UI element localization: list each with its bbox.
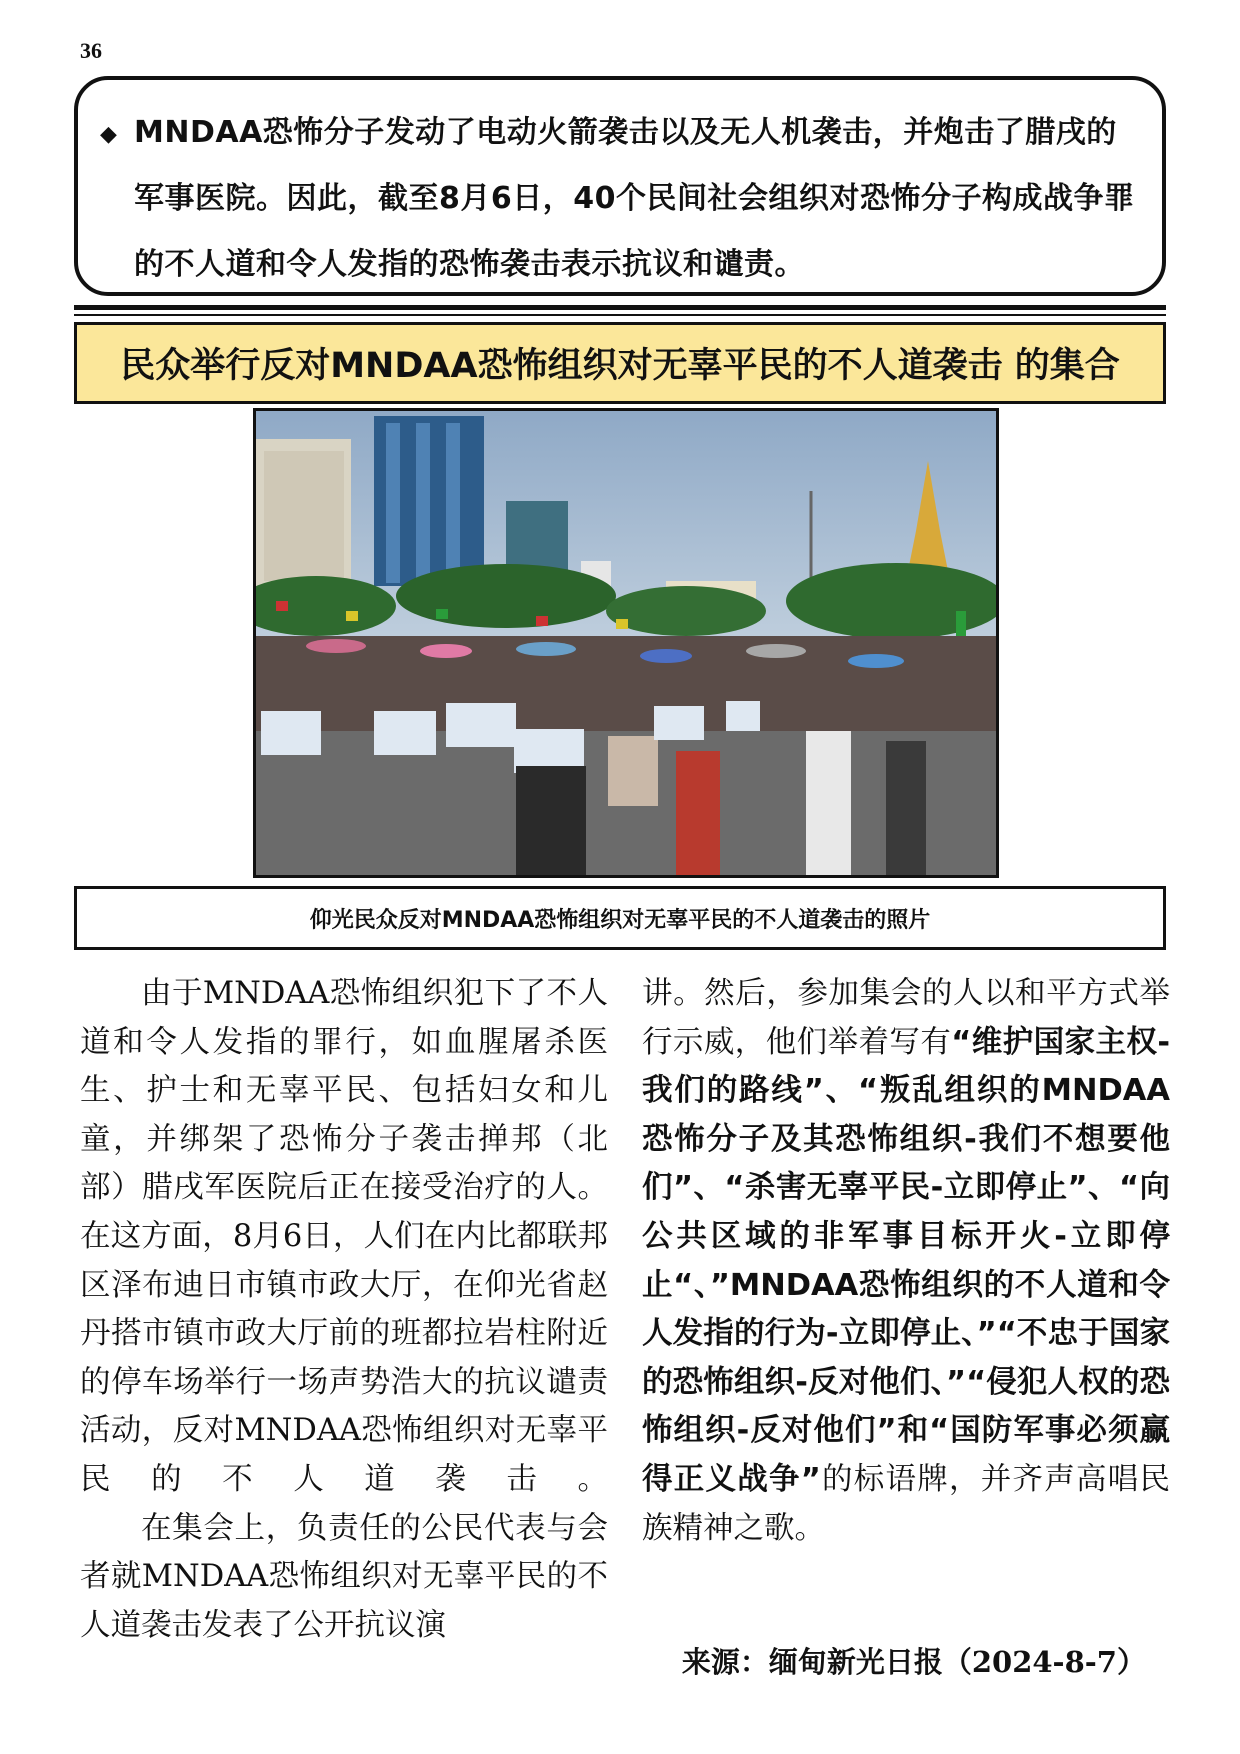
article-headline: 民众举行反对MNDAA恐怖组织对无辜平民的不人道袭击 的集合 — [74, 322, 1166, 404]
slogans-text: “维护国家主权-我们的路线”、“叛乱组织的MNDAA恐怖分子及其恐怖组织-我们不想要他们”、“杀害无辜平民-立即停止”、“向公共区域的非军事目标开火-立即停止“、”MNDAA恐怖组织的不人道和令人发指的行为-立即停止、”“不忠于国家的恐怖组织-反对他们、”“侵犯人权的恐怖组织-反对他们”和“国防军事必须赢得正义战争” — [642, 1024, 1170, 1497]
article-paragraph: 在集会上，负责任的公民代表与会者就MNDAA恐怖组织对无辜平民的不人道袭击发表了公开抗议演 — [80, 1510, 608, 1643]
summary-box — [74, 76, 1166, 296]
article-column-right — [642, 970, 1170, 1553]
summary-text: MNDAA恐怖分子发动了电动火箭袭击以及无人机袭击，并炮击了腊戌的军事医院。因此，截至8月6日，40个民间社会组织对恐怖分子构成战争罪的不人道和令人发指的恐怖袭击表示抗议和谴责。 — [134, 115, 1135, 282]
article-text: 讲。然后，参加集会的人以和平方式举行示威，他们举着写有 — [642, 976, 1170, 1060]
article-text-end: 的标语牌，并齐声高唱民族精神之歌。 — [642, 1461, 1170, 1546]
article-column-left — [80, 970, 608, 1650]
divider-thin — [74, 314, 1166, 316]
page-number: 36 — [80, 38, 102, 63]
rally-photo — [253, 408, 999, 878]
photo-caption: 仰光民众反对MNDAA恐怖组织对无辜平民的不人道袭击的照片 — [74, 886, 1166, 950]
article-paragraph: 由于MNDAA恐怖组织犯下了不人道和令人发指的罪行，如血腥屠杀医生、护士和无辜平民、包括妇女和儿童，并绑架了恐怖分子袭击掸邦（北部）腊戌军医院后正在接受治疗的人。在这方面，8月6日，人们在内比都联邦区泽布迪日市镇市政大厅，在仰光省赵丹搭市镇市政大厅前的班都拉岩柱附近的停车场举行一场声势浩大的抗议谴责活动，反对MNDAA恐怖组织对无辜平民的不人道袭击。 — [80, 976, 608, 1497]
diamond-bullet-icon: ◆ — [100, 122, 117, 147]
source-citation: 来源：缅甸新光日报（2024-8-7） — [681, 1645, 1146, 1679]
divider-thick — [74, 305, 1166, 310]
article-paragraph-continued — [642, 970, 1170, 1553]
